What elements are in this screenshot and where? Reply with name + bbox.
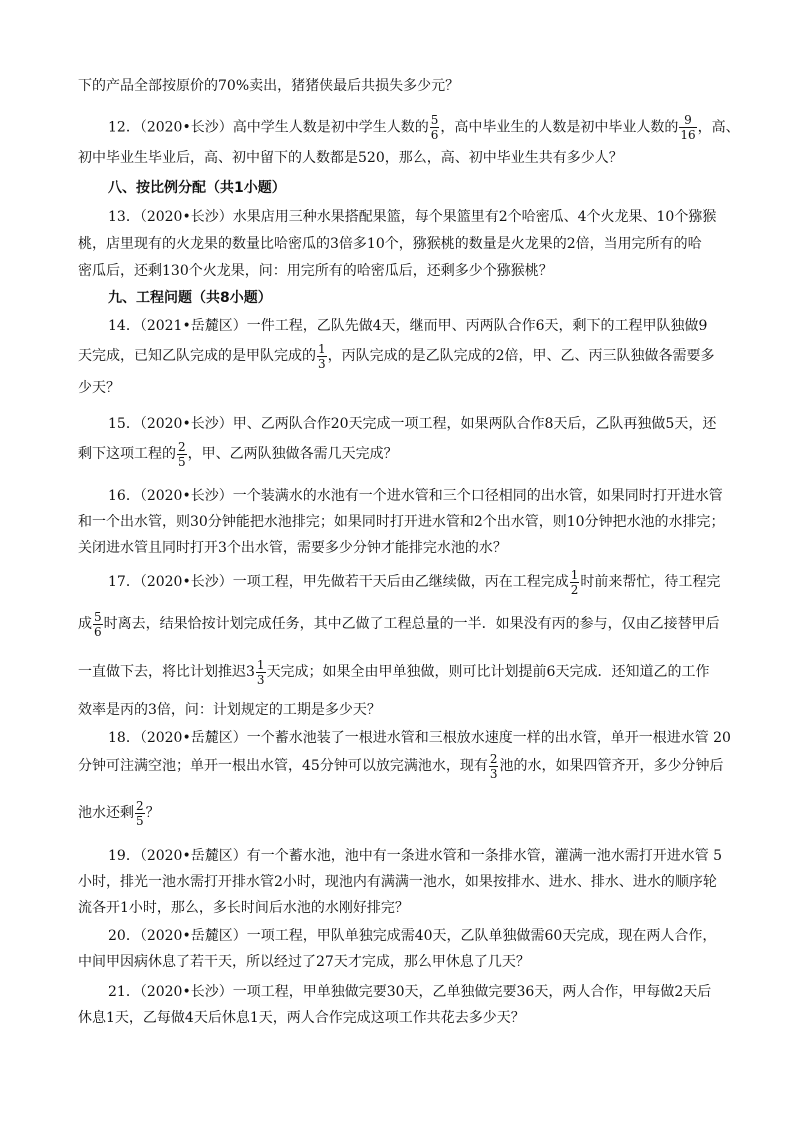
section-heading-9: 九、工程问题（共8小题） bbox=[108, 290, 272, 306]
problem-17-line-4: 效率是丙的3倍，问：计划规定的工期是多少天？ bbox=[78, 702, 381, 718]
fraction-5-6: $\frac{5}{6}$ bbox=[94, 609, 102, 639]
problem-18-line-2: 分钟可注满空池；单开一根出水管，45分钟可以放完满池水，现有 $\frac{2}{3}$ 池的水，如果四管齐开，多少分钟后 bbox=[78, 751, 724, 781]
problem-17-line-1: 17．（2020•长沙）一项工程，甲先做若干天后由乙继续做，丙在工程完成 $\frac{1}{2}$ 时前来帮忙，待工程完 bbox=[108, 567, 721, 597]
problem-16-line-2: 和一个出水管，则30分钟能把水池排完；如果同时打开进水管和2个出水管，则10分钟把水池的水排完； bbox=[78, 514, 725, 530]
problem-13-line-3: 密瓜后，还剩130个火龙果，问：用完所有的哈密瓜后，还剩多少个猕猴桃？ bbox=[78, 263, 553, 279]
fraction-2-5: $\frac{2}{5}$ bbox=[178, 439, 186, 469]
problem-20-line-1: 20．（2020•岳麓区）一项工程，甲队单独完成需40天，乙队单独做需60天完成，现在两人合作， bbox=[108, 928, 717, 944]
problem-17-line-3: 一直做下去，将比计划推迟3 $\frac{1}{3}$ 天完成；如果全由甲单独做，则可比计划提前6天完成．还知道乙的工作 bbox=[78, 657, 710, 687]
problem-20-line-2: 中间甲因病休息了若干天，所以经过了27天才完成，那么甲休息了几天？ bbox=[78, 954, 530, 970]
problem-12-line-1: 12．（2020•长沙）高中学生人数是初中学生人数的 $\frac{5}{6}$ ，高中毕业生的人数是初中毕业人数的 $\frac{9}{16}$ ，高、 bbox=[108, 113, 740, 142]
problem-11-continuation: 下的产品全部按原价的70%卖出，猪猪侠最后共损失多少元？ bbox=[78, 78, 460, 94]
fraction-2-5: $\frac{2}{5}$ bbox=[136, 798, 144, 828]
problem-18-line-1: 18．（2020•岳麓区）一个蓄水池装了一根进水管和三根放水速度一样的出水管，单开一根进水管 20 bbox=[108, 730, 731, 746]
problem-18-line-3: 池水还剩 $\frac{2}{5}$ ？ bbox=[78, 798, 160, 828]
problem-15-line-2: 剩下这项工程的 $\frac{2}{5}$ ，甲、乙两队独做各需几天完成？ bbox=[78, 439, 398, 469]
problem-14-line-2: 天完成，已知乙队完成的是甲队完成的 $\frac{1}{3}$ ，丙队完成的是乙队完成的2倍，甲、乙、丙三队独做各需要多 bbox=[78, 341, 715, 371]
problem-19-line-2: 小时，排光一池水需打开排水管2小时，现池内有满满一池水，如果按排水、进水、排水、进水的顺序轮 bbox=[78, 874, 717, 890]
problem-19-line-1: 19．（2020•岳麓区）有一个蓄水池，池中有一条进水管和一条排水管，灌满一池水需打开进水管 5 bbox=[108, 848, 723, 864]
problem-14-line-3: 少天？ bbox=[78, 380, 120, 396]
fraction-5-6: $\frac{5}{6}$ bbox=[430, 113, 439, 142]
problem-12-line-2: 初中毕业生毕业后，高、初中留下的人数都是520，那么，高、初中毕业生共有多少人？ bbox=[78, 150, 623, 166]
fraction-1-3: $\frac{1}{3}$ bbox=[256, 657, 265, 687]
section-heading-8: 八、按比例分配（共1小题） bbox=[108, 180, 286, 196]
problem-16-line-3: 关闭进水管且同时打开3个出水管，需要多少分钟才能排完水池的水？ bbox=[78, 540, 507, 556]
problem-17-line-2: 成 $\frac{5}{6}$ 时离去，结果恰按计划完成任务，其中乙做了工程总量的一半．如果没有丙的参与，仅由乙接替甲后 bbox=[78, 609, 720, 639]
fraction-1-3: $\frac{1}{3}$ bbox=[318, 341, 326, 371]
fraction-1-2: $\frac{1}{2}$ bbox=[570, 567, 579, 597]
problem-16-line-1: 16．（2020•长沙）一个装满水的水池有一个进水管和三个口径相同的出水管，如果同时打开进水管 bbox=[108, 488, 723, 504]
problem-21-line-2: 休息1天，乙每做4天后休息1天，两人合作完成这项工作共花去多少天？ bbox=[78, 1010, 525, 1026]
problem-14-line-1: 14．（2021•岳麓区）一件工程，乙队先做4天，继而甲、丙两队合作6天，剩下的工程甲队独做9 bbox=[108, 318, 708, 334]
fraction-2-3: $\frac{2}{3}$ bbox=[489, 751, 498, 781]
problem-15-line-1: 15．（2020•长沙）甲、乙两队合作20天完成一项工程，如果两队合作8天后，乙队再独做5天，还 bbox=[108, 416, 717, 432]
problem-19-line-3: 流各开1小时，那么，多长时间后水池的水刚好排完？ bbox=[78, 900, 409, 916]
problem-13-line-2: 桃，店里现有的火龙果的数量比哈密瓜的3倍多10个，猕猴桃的数量是火龙果的2倍，当用完所有的哈 bbox=[78, 236, 702, 252]
problem-13-line-1: 13．（2020•长沙）水果店用三种水果搭配果篮，每个果篮里有2个哈密瓜、4个火龙果、10个猕猴 bbox=[108, 209, 717, 225]
problem-21-line-1: 21．（2020•长沙）一项工程，甲单独做完要30天，乙单独做完要36天，两人合作，甲每做2天后 bbox=[108, 984, 712, 1000]
fraction-9-16: $\frac{9}{16}$ bbox=[680, 113, 696, 142]
